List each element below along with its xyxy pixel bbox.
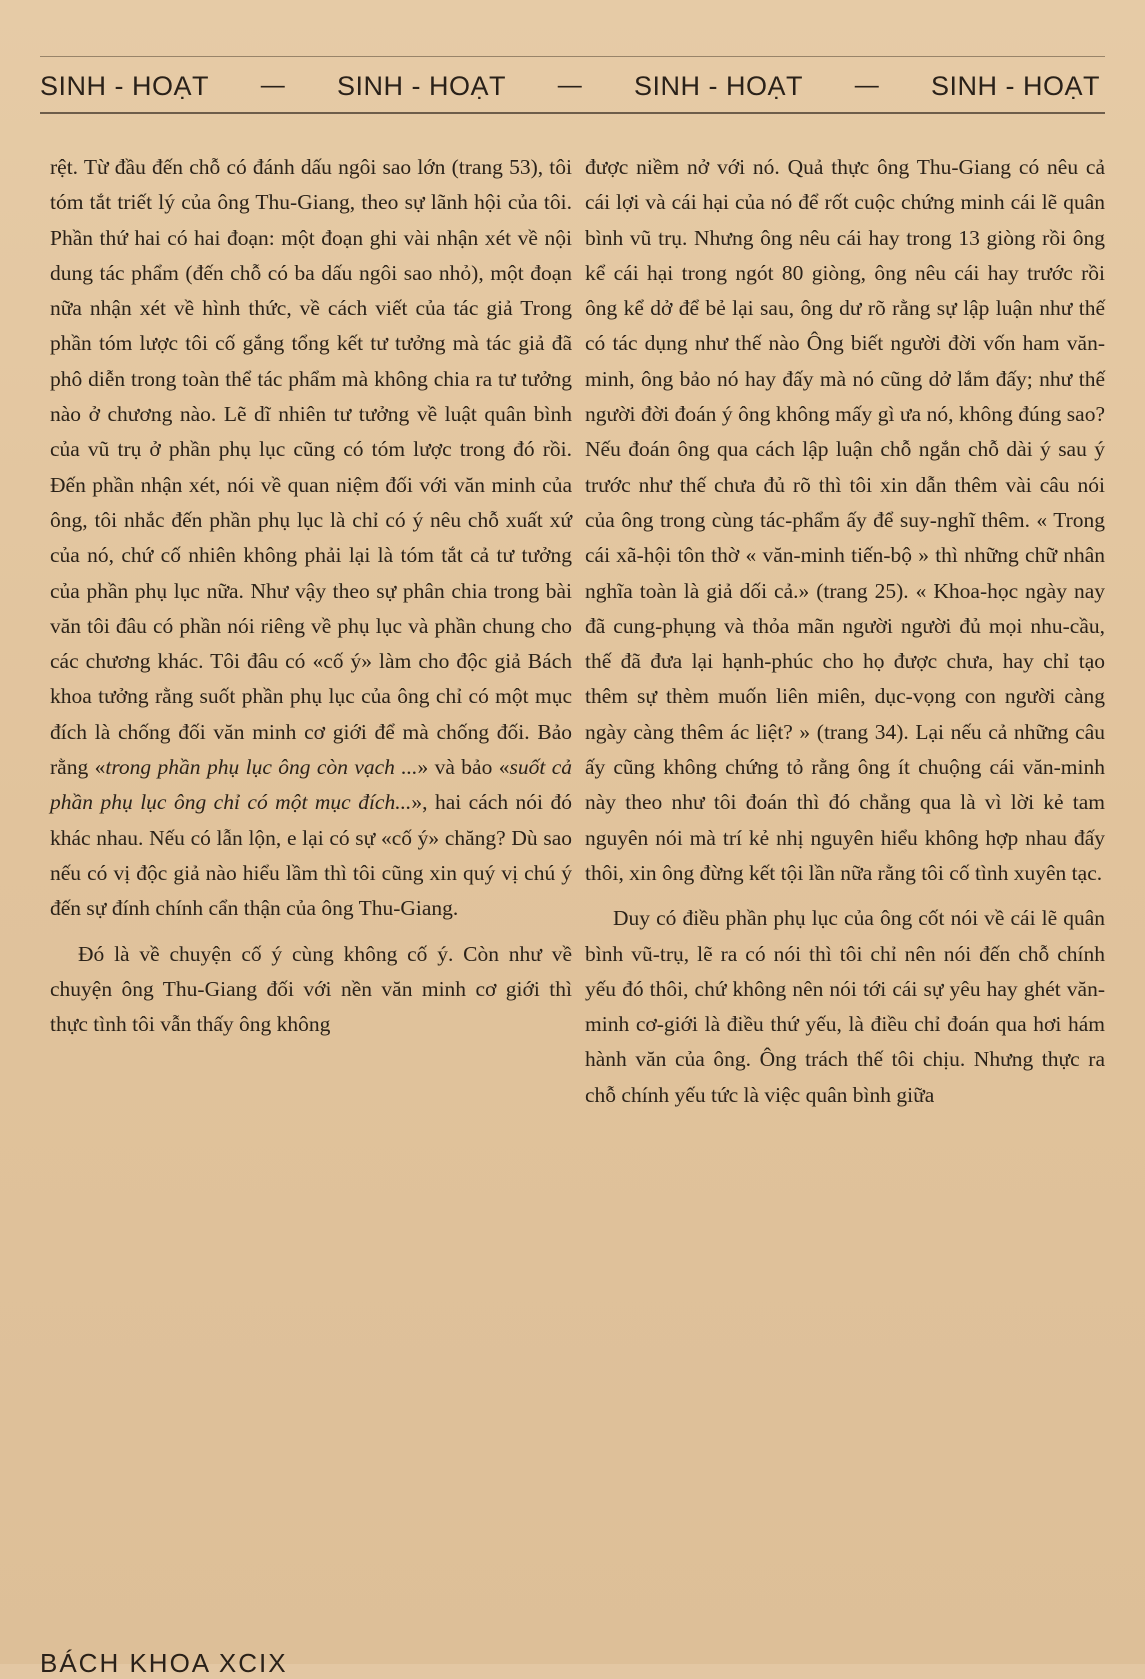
header-rule-bottom: [40, 112, 1105, 114]
right-column: [585, 150, 1105, 1113]
header-item: SINH - HOẠT: [633, 70, 803, 101]
header-item: SINH - HOẠT: [40, 70, 210, 101]
header-item: SINH - HOẠT: [336, 70, 506, 101]
paragraph-text: », hai cách nói đó khác nhau. Nếu có lẫn lộn, e lại có sự «cố ý» chăng? Dù sao nếu có vị độc giả nào hiểu lầm thì tôi cũng xin quý vị chú ý đến sự đính chính cẩn thận của ông Thu-Giang.: [50, 790, 572, 921]
header-item: SINH - HOẠT: [930, 70, 1100, 101]
paragraph: Duy có điều phần phụ lục của ông cốt nói về cái lẽ quân bình vũ-trụ, lẽ ra có nói thì tôi chỉ nên nói đến chỗ chính yếu đó thôi, chứ không nên nói tới cái sự yêu hay ghét văn-minh cơ-giới là điều thứ yếu, là điều chỉ đoán qua hơi hám hành văn của ông. Ông trách thế tôi chịu. Nhưng thực ra chỗ chính yếu tức là việc quân bình giữa: [585, 906, 1105, 1107]
running-header: [40, 62, 1100, 110]
left-column: [50, 150, 572, 1042]
page-footer: BÁCH KHOA XCIX: [40, 1648, 288, 1678]
paragraph: được niềm nở với nó. Quả thực ông Thu-Giang có nêu cả cái lợi và cái hại của nó để rốt cuộc chứng minh cái lẽ quân bình vũ trụ. Nhưng ông nêu cái hay trong 13 giòng rồi ông kể cái hại trong ngót 80 giòng, ông nêu cái hay trước rồi ông kể dở để bẻ lại sau, ông dư rõ rằng sự lập luận như thế có tác dụng như thế nào Ông biết người đời vốn ham văn-minh, ông bảo nó hay đấy mà nó cũng dở lắm đấy; như thế người đời đoán ý ông không mấy gì ưa nó, không đúng sao? Nếu đoán ông qua cách lập luận chỗ ngắn chỗ dài ý sau ý trước như thế chưa đủ rõ thì tôi xin dẫn thêm vài câu nói của ông trong cùng tác-phẩm ấy để suy-nghĩ thêm. « Trong cái xã-hội tôn thờ « văn-minh tiến-bộ » thì những chữ nhân nghĩa toàn là giả dối cả.» (trang 25). « Khoa-học ngày nay đã cung-phụng và thỏa mãn người người đủ mọi nhu-cầu, thế đã đưa lại hạnh-phúc cho họ được chưa, hay chỉ tạo thêm sự thèm muốn liên miên, dục-vọng con người càng ngày càng thêm ác liệt? » (trang 34). Lại nếu cả những câu ấy cũng không chứng tỏ rằng ông ít chuộng cái văn-minh này theo như tôi đoán thì đó chẳng qua là vì lời kẻ tam nguyên nói mà trí kẻ nhị nguyên hiểu không hợp nhau đấy thôi, xin ông đừng kết tội lần nữa rằng tôi cố tình xuyên tạc.: [585, 155, 1105, 885]
paragraph: Đó là về chuyện cố ý cùng không cố ý. Còn như về chuyện ông Thu-Giang đối với nền văn minh cơ giới thì thực tình tôi vẫn thấy ông không: [50, 941, 572, 1037]
italic-quote: suốt cả phần phụ lục ông chỉ có một mục đích...: [50, 755, 573, 815]
header-separator: —: [854, 72, 880, 99]
paragraph-text: » và bảo «: [417, 755, 510, 780]
italic-quote: trong phần phụ lục ông còn vạch ...: [105, 755, 418, 780]
header-separator: —: [260, 72, 286, 99]
paragraph-text: rệt. Từ đầu đến chỗ có đánh dấu ngôi sao lớn (trang 53), tôi tóm tắt triết lý của ông Thu-Giang, theo sự lãnh hội của tôi. Phần thứ hai có hai đoạn: một đoạn ghi vài nhận xét về nội dung tác phẩm (đến chỗ có ba dấu ngôi sao nhỏ), một đoạn nữa nhận xét về hình thức, về cách viết của tác giả Trong phần tóm lược tôi cố gắng tổng kết tư tưởng mà tác giả đã phô diễn trong toàn thể tác phẩm mà không chia ra tư tưởng nào ở chương nào. Lẽ dĩ nhiên tư tưởng về luật quân bình của vũ trụ ở phần phụ lục cũng có tóm lược trong đó rồi. Đến phần nhận xét, nói về quan niệm đối với văn minh của ông, tôi nhắc đến phần phụ lục là chỉ có ý nêu chỗ xuất xứ của nó, chứ cố nhiên không phải lại là tóm tắt cả tư tưởng của phần phụ lục nữa. Như vậy theo sự phân chia trong bài văn tôi đâu có phần nói riêng về phụ lục và phần chung cho các chương khác. Tôi đâu có «cố ý» làm cho độc giả Bách khoa tưởng rằng suốt phần phụ lục của ông chỉ có một mục đích là chống đối văn minh cơ giới để mà chống đối. Bảo rằng «: [50, 155, 572, 780]
header-rule-top: [40, 56, 1105, 57]
header-separator: —: [557, 72, 583, 99]
paragraph: [50, 150, 572, 927]
